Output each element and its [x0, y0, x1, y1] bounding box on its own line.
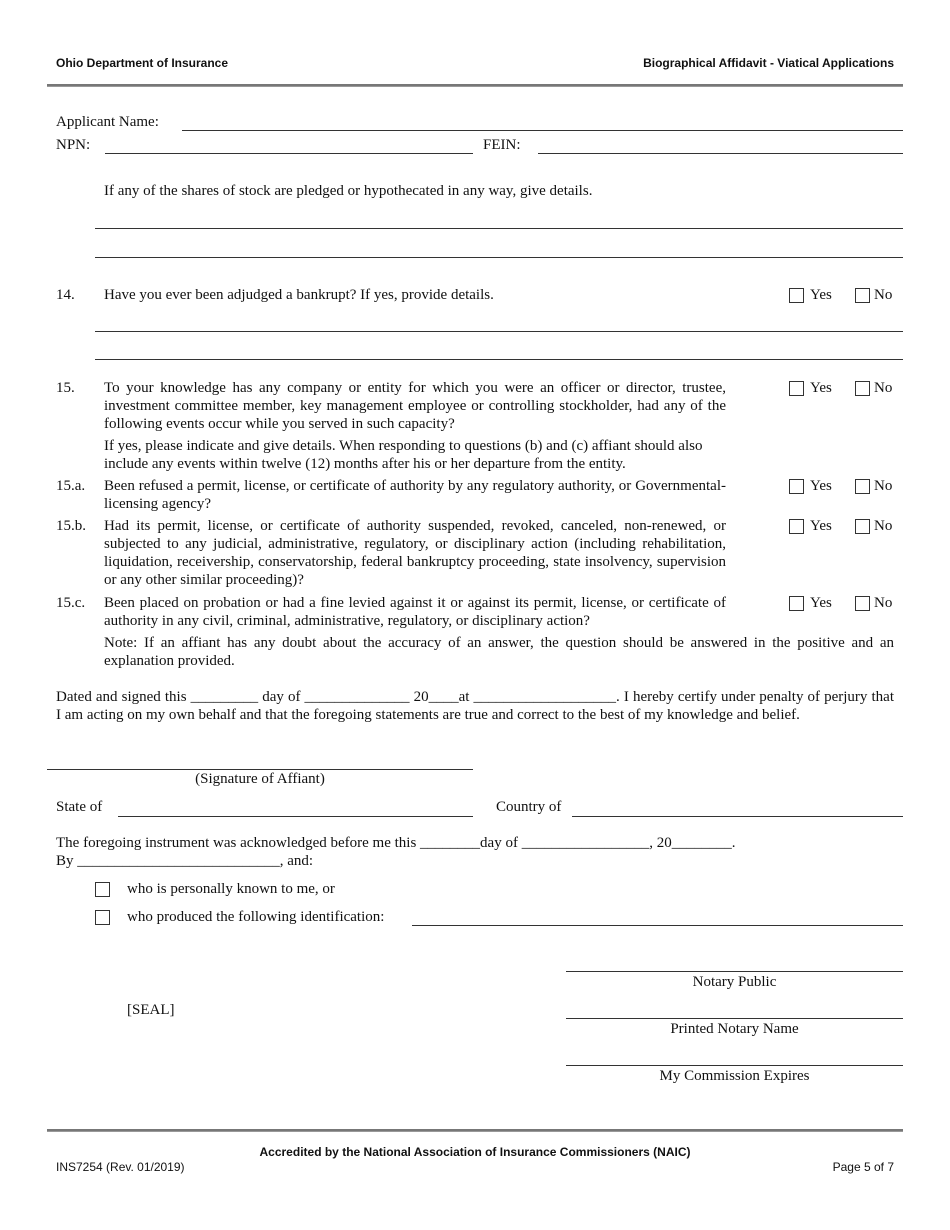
identification-field[interactable] — [412, 925, 903, 926]
header-department: Ohio Department of Insurance — [56, 56, 229, 70]
produced-identification-label: who produced the following identification: — [127, 909, 385, 925]
q15b-yes-label: Yes — [810, 518, 832, 534]
q15c-no-label: No — [874, 595, 893, 611]
q15a-text: Been refused a permit, license, or certificate of authority by any regulatory authority, or Governmental-licensing agency? — [104, 478, 726, 512]
personally-known-label: who is personally known to me, or — [127, 881, 335, 897]
stock-details-line-1[interactable] — [95, 228, 903, 229]
q15a-yes-checkbox[interactable] — [789, 479, 804, 494]
commission-expires-label: My Commission Expires — [659, 1068, 810, 1084]
q14-yes-label: Yes — [810, 287, 832, 303]
country-of-field[interactable] — [572, 816, 903, 817]
q15-yes-checkbox[interactable] — [789, 381, 804, 396]
acknowledgment-line-2: By ___________________________, and: — [56, 853, 314, 869]
page-number: Page 5 of 7 — [832, 1160, 894, 1174]
certification-statement: Dated and signed this _________ day of ______________ 20____at ___________________. I hereby certify under penalty of perjury that I am acting on my own behalf and that the foregoing statements are true and correct to the best of my knowledge and belief. — [56, 689, 894, 723]
q15c-number: 15.c. — [56, 595, 86, 611]
q15c-yes-label: Yes — [810, 595, 832, 611]
footer-rule — [47, 1129, 903, 1132]
q15c-text: Been placed on probation or had a fine levied against it or against its permit, license, or certificate of authority in any civil, criminal, administrative, regulatory, or disciplinary action? — [104, 595, 726, 629]
produced-identification-checkbox[interactable] — [95, 910, 110, 925]
q15-no-label: No — [874, 380, 893, 396]
q15-yes-label: Yes — [810, 380, 832, 396]
q15-number: 15. — [56, 380, 75, 396]
fein-label: FEIN: — [483, 137, 521, 153]
q15b-no-label: No — [874, 518, 893, 534]
form-id: INS7254 (Rev. 01/2019) — [56, 1160, 185, 1174]
printed-notary-name-label: Printed Notary Name — [670, 1021, 799, 1037]
q14-number: 14. — [56, 287, 75, 303]
q15a-no-label: No — [874, 478, 893, 494]
notary-public-label: Notary Public — [692, 974, 777, 990]
stock-details-line-2[interactable] — [95, 257, 903, 258]
notary-public-signature-line[interactable] — [566, 971, 903, 972]
npn-field[interactable] — [105, 153, 473, 154]
seal-label: [SEAL] — [127, 1002, 175, 1018]
q14-text: Have you ever been adjudged a bankrupt? If yes, provide details. — [104, 287, 494, 303]
stock-pledge-question: If any of the shares of stock are pledged or hypothecated in any way, give details. — [104, 183, 593, 199]
state-of-field[interactable] — [118, 816, 473, 817]
affiant-signature-label: (Signature of Affiant) — [195, 771, 325, 787]
applicant-name-label: Applicant Name: — [56, 114, 159, 130]
q15-no-checkbox[interactable] — [855, 381, 870, 396]
q15-text: To your knowledge has any company or entity for which you were an officer or director, trustee, investment committee member, key management employee or controlling stockholder, had any of the following events occur while you served in such capacity? — [104, 380, 726, 432]
q14-no-label: No — [874, 287, 893, 303]
q15a-no-checkbox[interactable] — [855, 479, 870, 494]
personally-known-checkbox[interactable] — [95, 882, 110, 897]
npn-label: NPN: — [56, 137, 91, 153]
q15c-yes-checkbox[interactable] — [789, 596, 804, 611]
q14-no-checkbox[interactable] — [855, 288, 870, 303]
q15a-number: 15.a. — [56, 478, 86, 494]
country-of-label: Country of — [496, 799, 562, 815]
q14-yes-checkbox[interactable] — [789, 288, 804, 303]
acknowledgment-line-1: The foregoing instrument was acknowledged before me this ________day of _________________, 20________. — [56, 835, 736, 851]
q15b-number: 15.b. — [56, 518, 86, 534]
naic-accreditation: Accredited by the National Association of Insurance Commissioners (NAIC) — [259, 1145, 691, 1159]
header-rule — [47, 84, 903, 87]
q15b-yes-checkbox[interactable] — [789, 519, 804, 534]
q15-instructions: If yes, please indicate and give details. When responding to questions (b) and (c) affiant should also include any events within twelve (12) months after his or her departure from the entity. — [104, 438, 703, 472]
q15b-no-checkbox[interactable] — [855, 519, 870, 534]
applicant-name-field[interactable] — [182, 130, 903, 131]
q15b-text: Had its permit, license, or certificate of authority suspended, revoked, canceled, non-renewed, or subjected to any judicial, administrative, regulatory, or disciplinary action (including rehabilitation, liquidation, receivership, conservatorship, federal bankruptcy proceeding, state insolvency, supervision or any other similar proceeding)? — [104, 518, 726, 588]
printed-notary-name-line[interactable] — [566, 1018, 903, 1019]
commission-expires-line[interactable] — [566, 1065, 903, 1066]
answer-note: Note: If an affiant has any doubt about the accuracy of an answer, the question should be answered in the positive and an explanation provided. — [104, 635, 894, 669]
fein-field[interactable] — [538, 153, 903, 154]
q15c-no-checkbox[interactable] — [855, 596, 870, 611]
q14-details-line-2[interactable] — [95, 359, 903, 360]
state-of-label: State of — [56, 799, 103, 815]
q14-details-line-1[interactable] — [95, 331, 903, 332]
header-form-title: Biographical Affidavit - Viatical Applications — [643, 56, 894, 70]
q15a-yes-label: Yes — [810, 478, 832, 494]
